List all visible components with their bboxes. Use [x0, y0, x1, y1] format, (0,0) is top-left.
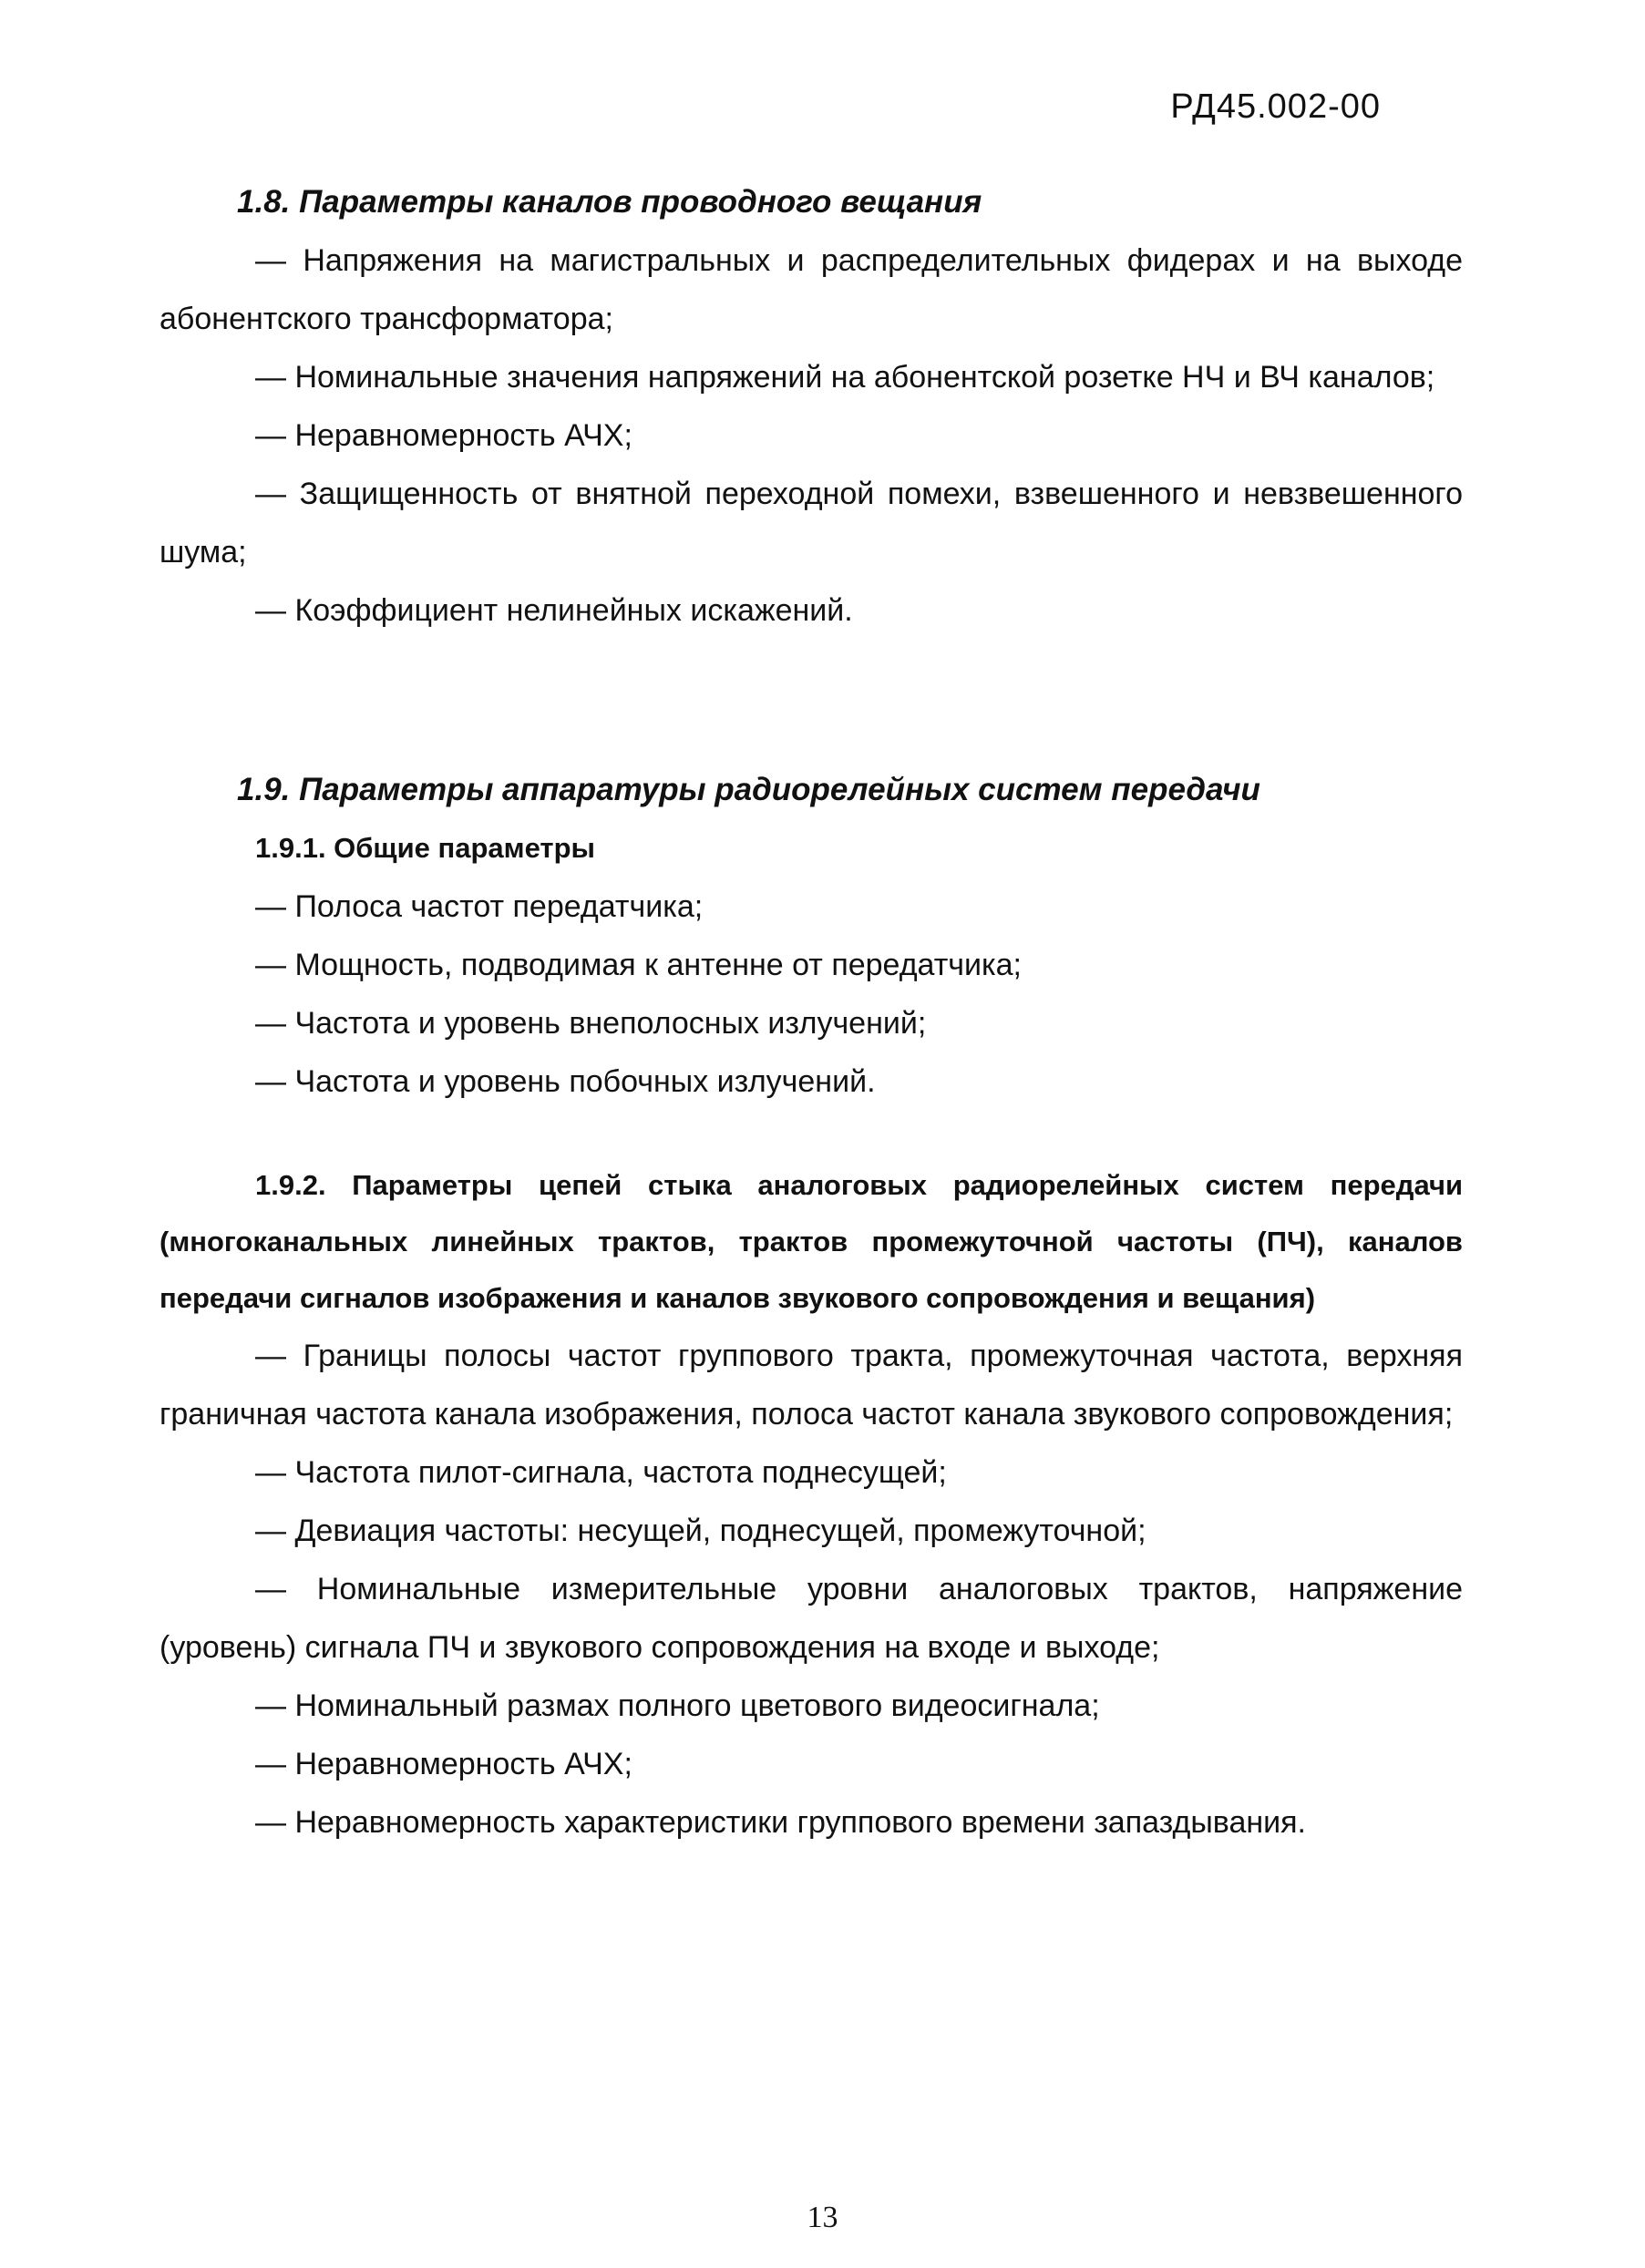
section-1-9-2-item-5: — Номинальный размах полного цветового видеосигнала;: [255, 1688, 1100, 1723]
section-1-8-item-1: — Напряжения на магистральных и распределительных фидерах и на выходе абонентского трансформатора;: [159, 243, 1463, 336]
section-1-9-2: [159, 1157, 1463, 1852]
section-1-9-2-item-7: — Неравномерность характеристики группового времени запаздывания.: [255, 1805, 1306, 1840]
section-1-9-2-item-1: — Границы полосы частот группового тракта, промежуточная частота, верхняя граничная частота канала изображения, полоса частот канала звукового сопровождения;: [159, 1339, 1463, 1432]
section-1-9-2-item-3: — Девиация частоты: несущей, поднесущей, промежуточной;: [255, 1514, 1146, 1548]
page-number: 13: [807, 2201, 838, 2234]
section-1-9-1-item-4: — Частота и уровень побочных излучений.: [255, 1064, 876, 1099]
section-1-9-1-title: 1.9.1. Общие параметры: [255, 832, 595, 864]
section-1-9-2-item-2: — Частота пилот-сигнала, частота поднесущей;: [255, 1455, 947, 1490]
section-1-9: [159, 761, 1463, 1111]
section-1-9-1-item-2: — Мощность, подводимая к антенне от передатчика;: [255, 948, 1022, 982]
section-1-8-item-3: — Неравномерность АЧХ;: [255, 418, 632, 453]
section-1-9-title: 1.9. Параметры аппаратуры радиорелейных систем передачи: [237, 772, 1260, 807]
section-1-9-1-item-3: — Частота и уровень внеполосных излучений;: [255, 1006, 927, 1041]
section-1-8-item-2: — Номинальные значения напряжений на абонентской розетке НЧ и ВЧ каналов;: [255, 360, 1435, 395]
section-1-9-2-item-6: — Неравномерность АЧХ;: [255, 1747, 632, 1781]
section-1-8-item-4: — Защищенность от внятной переходной помехи, взвешенного и невзвешенного шума;: [159, 477, 1463, 570]
section-1-8: [159, 173, 1463, 640]
section-1-9-2-title: 1.9.2. Параметры цепей стыка аналоговых радиорелейных систем передачи (многоканальных линейных трактов, трактов промежуточной частоты (ПЧ), каналов передачи сигналов изображения и каналов звукового сопровождения и вещания): [159, 1169, 1463, 1314]
section-1-8-title: 1.8. Параметры каналов проводного вещания: [237, 184, 982, 220]
section-1-9-2-item-4: — Номинальные измерительные уровни аналоговых трактов, напряжение (уровень) сигнала ПЧ и звукового сопровождения на входе и выходе;: [159, 1572, 1463, 1665]
document-number: РД45.002-00: [1170, 87, 1381, 126]
section-1-8-item-5: — Коэффициент нелинейных искажений.: [255, 593, 853, 628]
section-1-9-1-item-1: — Полоса частот передатчика;: [255, 889, 704, 924]
